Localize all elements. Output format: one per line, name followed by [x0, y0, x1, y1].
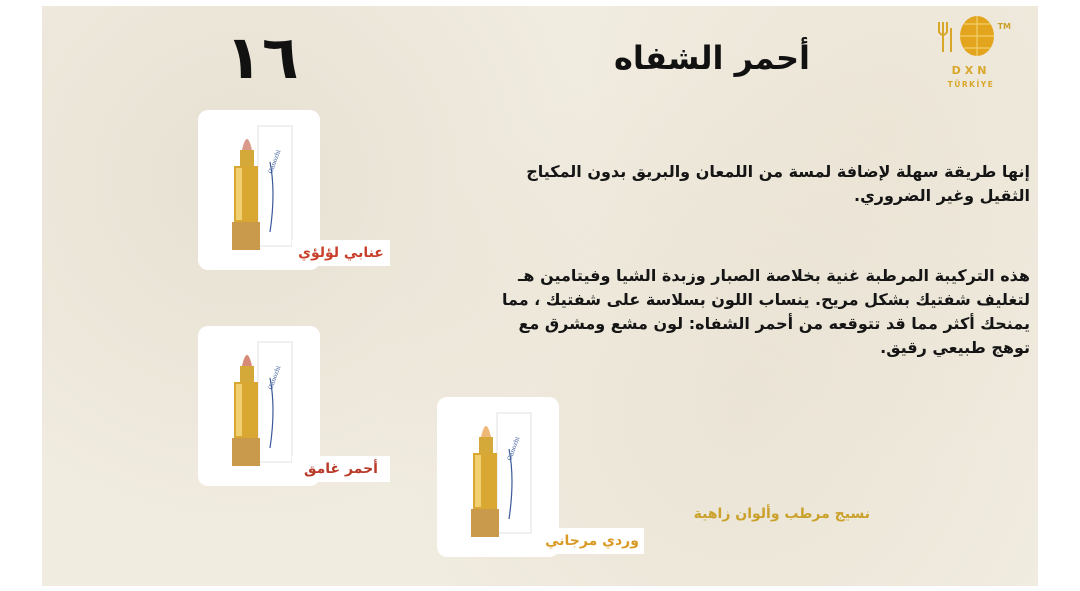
globe-icon — [935, 14, 1007, 64]
logo-sub: TÜRKİYE — [947, 80, 995, 89]
product-label-2: أحمر غامق — [292, 456, 390, 482]
trademark-mark: TM — [997, 22, 1011, 31]
lipstick-icon — [459, 409, 539, 539]
tagline: نسيج مرطب وألوان زاهية — [693, 506, 870, 522]
dxn-logo — [935, 14, 1015, 96]
svg-text:Ganozhi: Ganozhi — [267, 364, 283, 391]
svg-text:Ganozhi: Ganozhi — [506, 435, 522, 462]
page-title: أحمر الشفاه — [613, 39, 810, 77]
description-1: إنها طريقة سهلة لإضافة لمسة من اللمعان والبريق بدون المكياج الثقيل وغير الضروري. — [526, 162, 1030, 205]
logo-brand: DXN — [951, 64, 991, 77]
description-2: هذه التركيبة المرطبة غنية بخلاصة الصبار وزبدة الشيا وفيتامين هـ لتغليف شفتيك بشكل مريح. ينساب اللون بسلاسة على شفتيك ، مما يمنحك أكثر مما قد تتوقعه من أحمر الشفاه: لون مشع ومشرق مع توهج طبيعي رقيق. — [501, 266, 1030, 357]
product-label-3: وردي مرجاني — [540, 528, 644, 554]
lipstick-icon — [220, 122, 300, 252]
page-number: ١٦ — [225, 23, 299, 93]
svg-text:Ganozhi: Ganozhi — [267, 148, 283, 175]
product-label-1: عنابي لؤلؤي — [292, 240, 390, 266]
lipstick-icon — [220, 338, 300, 468]
